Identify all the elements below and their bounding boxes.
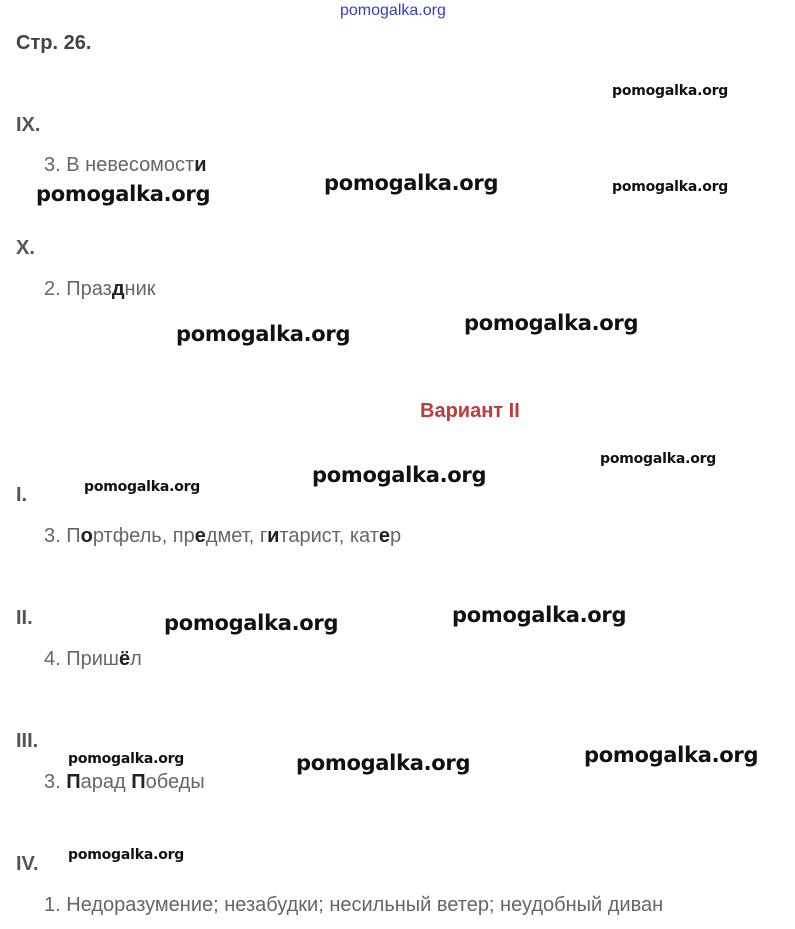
watermark: pomogalka.org — [584, 743, 759, 767]
top-watermark: pomogalka.org — [340, 2, 446, 19]
section-i-label: I. — [16, 484, 28, 506]
section-iv-label: IV. — [16, 853, 39, 875]
answer-text: Праздник — [66, 278, 156, 300]
answer-number: 1. — [44, 894, 61, 916]
section-iii-label: III. — [16, 730, 39, 752]
watermark: pomogalka.org — [324, 171, 499, 195]
watermark: pomogalka.org — [612, 179, 729, 195]
answer-text: Парад Победы — [66, 771, 205, 793]
variant-heading: Вариант II — [420, 400, 520, 422]
section-ii-label: II. — [16, 607, 33, 629]
watermark: pomogalka.org — [612, 83, 729, 99]
watermark: pomogalka.org — [164, 611, 339, 635]
watermark: pomogalka.org — [296, 751, 471, 775]
section-i-answer — [44, 525, 401, 548]
watermark: pomogalka.org — [464, 311, 639, 335]
answer-text: Портфель, предмет, гитарист, катер — [66, 525, 402, 547]
section-x-label: X. — [16, 237, 35, 259]
watermark: pomogalka.org — [36, 182, 211, 206]
watermark: pomogalka.org — [84, 479, 201, 495]
answer-number: 3. — [44, 771, 61, 793]
answer-number: 3. — [44, 154, 61, 176]
watermark: pomogalka.org — [68, 751, 185, 767]
answer-text: Недоразумение; незабудки; несильный ветер; неудобный диван — [66, 894, 664, 916]
watermark: pomogalka.org — [176, 322, 351, 346]
answer-number: 2. — [44, 278, 61, 300]
watermark: pomogalka.org — [600, 451, 717, 467]
section-ix-answer — [44, 154, 207, 177]
section-iv-answer — [44, 894, 663, 917]
answer-text: Пришёл — [66, 648, 142, 670]
answer-number: 4. — [44, 648, 61, 670]
watermark: pomogalka.org — [452, 603, 627, 627]
watermark: pomogalka.org — [312, 463, 487, 487]
section-iii-answer — [44, 771, 205, 794]
section-ix-label: IX. — [16, 114, 41, 136]
answer-text: В невесомости — [66, 154, 207, 176]
page-title: Стр. 26. — [16, 32, 92, 54]
answer-number: 3. — [44, 525, 61, 547]
section-x-answer — [44, 278, 156, 301]
section-ii-answer — [44, 648, 142, 671]
watermark: pomogalka.org — [68, 847, 185, 863]
